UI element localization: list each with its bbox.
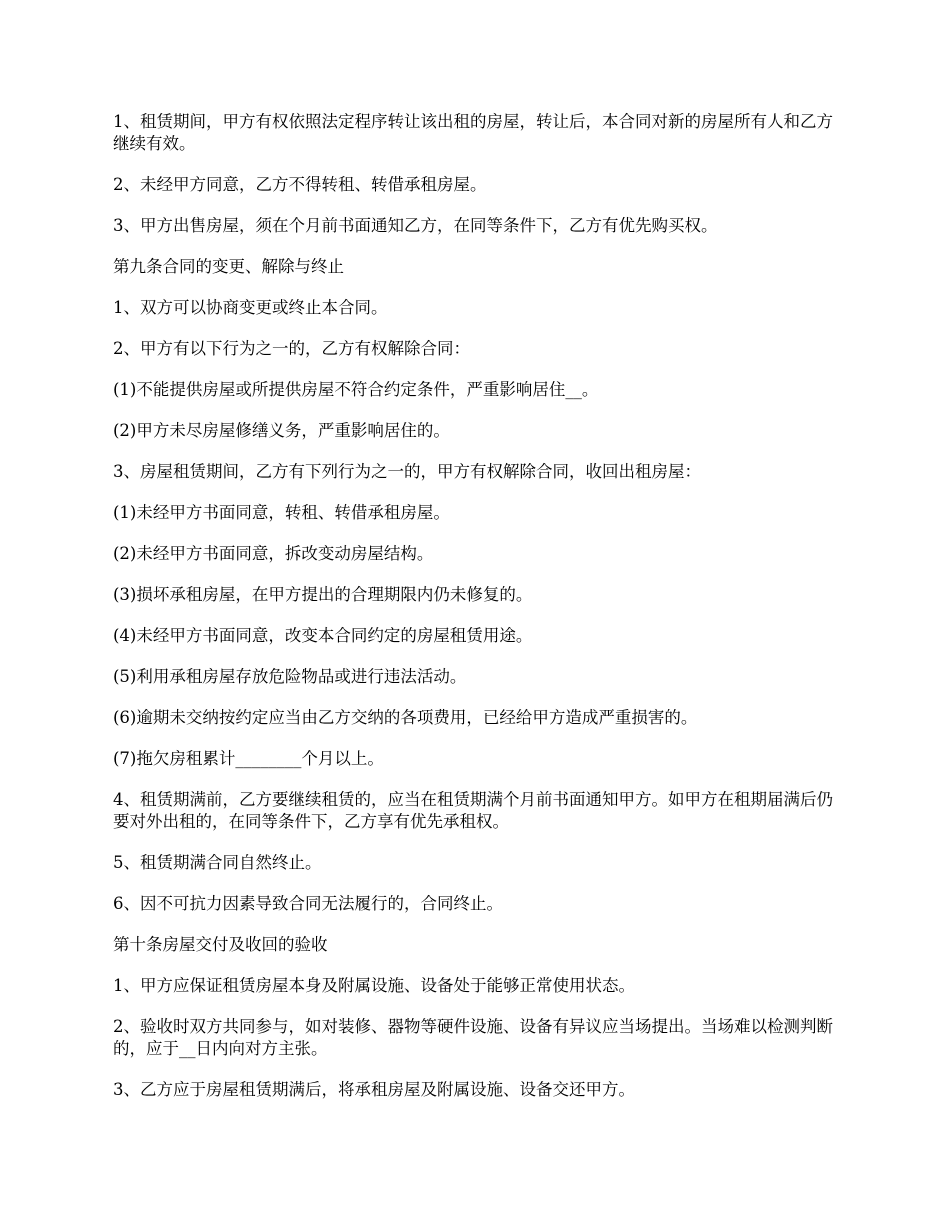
paragraph-joint-inspection: 2、验收时双方共同参与，如对装修、器物等硬件设施、设备有异议应当场提出。当场难以检测判断的，应于__日内向对方主张。 — [113, 1017, 833, 1058]
list-item-tenant-4: (4)未经甲方书面同意，改变本合同约定的房屋租赁用途。 — [113, 626, 533, 645]
list-item-tenant-7: (7)拖欠房租累计________个月以上。 — [113, 749, 384, 768]
paragraph-natural-termination: 5、租赁期满合同自然终止。 — [113, 853, 322, 872]
paragraph-tenant-termination-right: 2、甲方有以下行为之一的，乙方有权解除合同： — [113, 339, 470, 358]
paragraph-landlord-termination-right: 3、房屋租赁期间，乙方有下列行为之一的，甲方有权解除合同，收回出租房屋： — [113, 462, 701, 481]
list-item-tenant-2: (2)未经甲方书面同意，拆改变动房屋结构。 — [113, 544, 434, 563]
list-item-landlord-1: (1)不能提供房屋或所提供房屋不符合约定条件，严重影响居住__。 — [113, 380, 599, 399]
list-item-tenant-1: (1)未经甲方书面同意，转租、转借承租房屋。 — [113, 503, 450, 522]
paragraph-mutual-change: 1、双方可以协商变更或终止本合同。 — [113, 298, 388, 317]
section-heading-article-10: 第十条房屋交付及收回的验收 — [113, 935, 328, 954]
paragraph-return-property: 3、乙方应于房屋租赁期满后，将承租房屋及附属设施、设备交还甲方。 — [113, 1080, 635, 1099]
paragraph-force-majeure: 6、因不可抗力因素导致合同无法履行的，合同终止。 — [113, 894, 503, 913]
section-heading-article-9: 第九条合同的变更、解除与终止 — [113, 257, 344, 276]
paragraph-renewal-notice: 4、租赁期满前，乙方要继续租赁的，应当在租赁期满个月前书面通知甲方。如甲方在租期届满后仍要对外出租的，在同等条件下，乙方享有优先承租权。 — [113, 790, 833, 831]
list-item-landlord-2: (2)甲方未尽房屋修缮义务，严重影响居住的。 — [113, 421, 450, 440]
paragraph-transfer-clause: 1、租赁期间，甲方有权依照法定程序转让该出租的房屋，转让后，本合同对新的房屋所有人和乙方继续有效。 — [113, 112, 833, 153]
list-item-tenant-5: (5)利用承租房屋存放危险物品或进行违法活动。 — [113, 667, 467, 686]
document-body — [113, 111, 837, 1120]
paragraph-landlord-guarantee: 1、甲方应保证租赁房屋本身及附属设施、设备处于能够正常使用状态。 — [113, 976, 635, 995]
list-item-tenant-3: (3)损坏承租房屋，在甲方提出的合理期限内仍未修复的。 — [113, 585, 533, 604]
list-item-tenant-6: (6)逾期未交纳按约定应当由乙方交纳的各项费用，已经给甲方造成严重损害的。 — [113, 708, 698, 727]
paragraph-preemptive-purchase: 3、甲方出售房屋，须在个月前书面通知乙方，在同等条件下，乙方有优先购买权。 — [113, 216, 718, 235]
paragraph-no-sublease: 2、未经甲方同意，乙方不得转租、转借承租房屋。 — [113, 175, 487, 194]
